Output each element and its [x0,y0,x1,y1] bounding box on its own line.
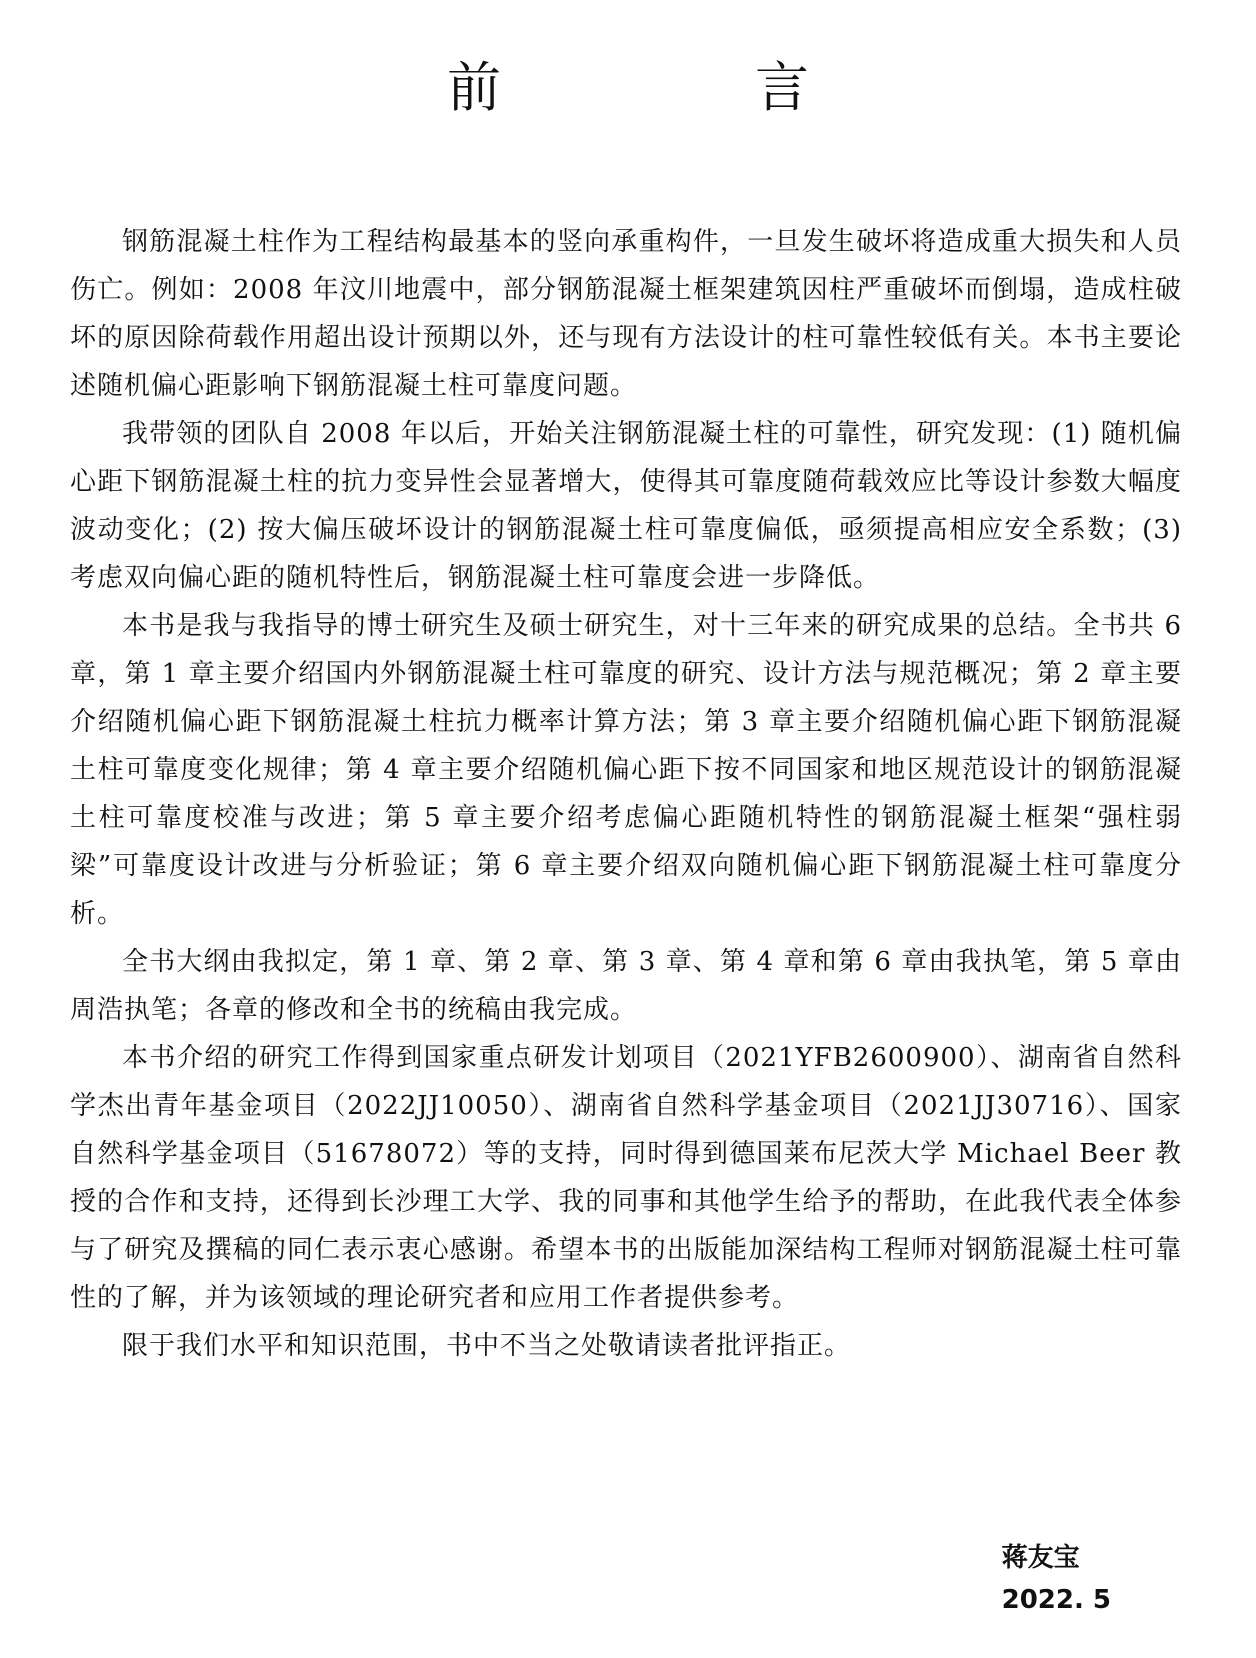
paragraph: 我带领的团队自 2008 年以后，开始关注钢筋混凝土柱的可靠性，研究发现：(1) 随机偏心距下钢筋混凝土柱的抗力变异性会显著增大，使得其可靠度随荷载效应比等设计参数大幅度波动变化；(2) 按大偏压破坏设计的钢筋混凝土柱可靠度偏低，亟须提高相应安全系数；(3) 考虑双向偏心距的随机特性后，钢筋混凝土柱可靠度会进一步降低。 [70,419,1182,593]
signature-date: 2022. 5 [1001,1585,1111,1615]
page-title: 前 言 [447,56,909,119]
paragraph: 钢筋混凝土柱作为工程结构最基本的竖向承重构件，一旦发生破坏将造成重大损失和人员伤亡。例如：2008 年汶川地震中，部分钢筋混凝土框架建筑因柱严重破坏而倒塌，造成柱破坏的原因除荷载作用超出设计预期以外，还与现有方法设计的柱可靠性较低有关。本书主要论述随机偏心距影响下钢筋混凝土柱可靠度问题。 [70,227,1182,401]
paragraph: 限于我们水平和知识范围，书中不当之处敬请读者批评指正。 [122,1331,852,1361]
paragraph: 全书大纲由我拟定，第 1 章、第 2 章、第 3 章、第 4 章和第 6 章由我执笔，第 5 章由周浩执笔；各章的修改和全书的统稿由我完成。 [70,947,1182,1025]
signature-author: 蒋友宝 [1001,1543,1080,1573]
preface-body [70,218,1182,1370]
paragraph: 本书是我与我指导的博士研究生及硕士研究生，对十三年来的研究成果的总结。全书共 6 章，第 1 章主要介绍国内外钢筋混凝土柱可靠度的研究、设计方法与规范概况；第 2 章主要介绍随机偏心距下钢筋混凝土柱抗力概率计算方法；第 3 章主要介绍随机偏心距下钢筋混凝土柱可靠度变化规律；第 4 章主要介绍随机偏心距下按不同国家和地区规范设计的钢筋混凝土柱可靠度校准与改进；第 5 章主要介绍考虑偏心距随机特性的钢筋混凝土框架“强柱弱梁”可靠度设计改进与分析验证；第 6 章主要介绍双向随机偏心距下钢筋混凝土柱可靠度分析。 [70,611,1182,929]
signature-block [1002,1537,1111,1621]
paragraph: 本书介绍的研究工作得到国家重点研发计划项目（2021YFB2600900）、湖南省自然科学杰出青年基金项目（2022JJ10050）、湖南省自然科学基金项目（2021JJ30716）、国家自然科学基金项目（51678072）等的支持，同时得到德国莱布尼茨大学 Michael Beer 教授的合作和支持，还得到长沙理工大学、我的同事和其他学生给予的帮助，在此我代表全体参与了研究及撰稿的同仁表示衷心感谢。希望本书的出版能加深结构工程师对钢筋混凝土柱可靠性的了解，并为该领域的理论研究者和应用工作者提供参考。 [70,1043,1182,1313]
